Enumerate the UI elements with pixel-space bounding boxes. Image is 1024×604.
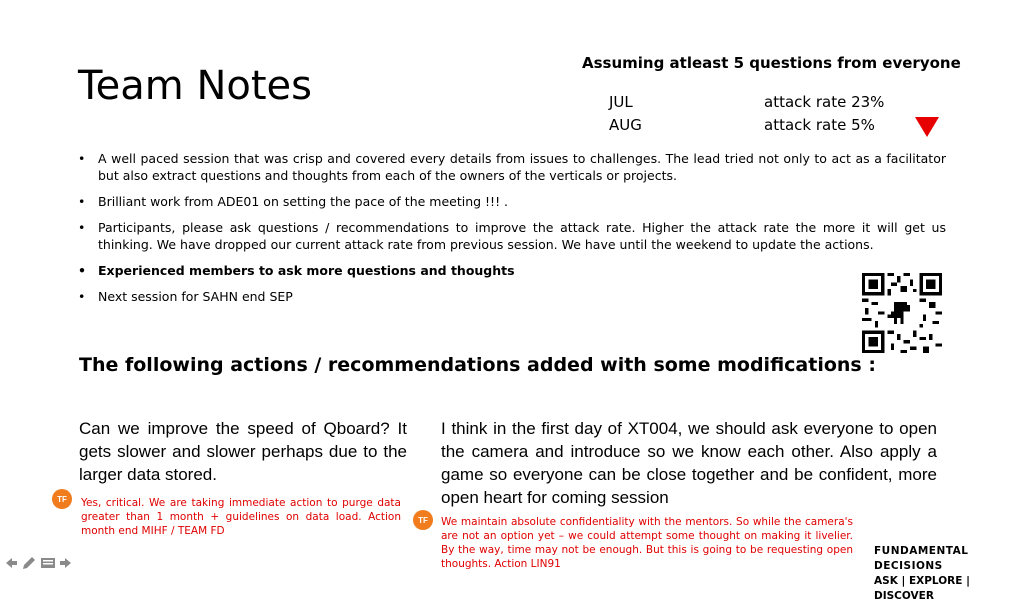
reply-comment: We maintain absolute confidentiality with the mentors. So while the camera's are not an option yet – we could attempt some thought on making it livelier. By the way, time may not be enough. But this is going to be requesting open thoughts. Action LIN91 <box>441 516 853 570</box>
comment-qboard-speed: Can we improve the speed of Qboard? It gets slower and slower perhaps due to the larger data stored. <box>79 419 407 484</box>
rate-value: attack rate 5% <box>764 116 875 134</box>
list-item: • Experienced members to ask more questions and thoughts <box>76 262 946 279</box>
brand-line-1: FUNDAMENTAL DECISIONS <box>874 545 969 572</box>
slide-title: Team Notes <box>78 63 312 109</box>
month-label: AUG <box>609 116 642 134</box>
list-item: • Next session for SAHN end SEP <box>76 288 946 305</box>
list-item: • A well paced session that was crisp and covered every details from issues to challenges. The lead tried not only to act as a facilitator but also extract questions and thoughts from each of the owners of the verticals or projects. <box>76 150 946 184</box>
pen-icon[interactable] <box>21 555 37 571</box>
avatar[interactable]: TF <box>413 510 433 530</box>
actions-heading: The following actions / recommendations added with some modifications : <box>79 354 876 376</box>
arrow-right-icon[interactable] <box>59 555 75 571</box>
list-item: • Brilliant work from ADE01 on setting the pace of the meeting !!! . <box>76 193 946 210</box>
qr-code-icon <box>862 273 942 353</box>
brand-footer <box>874 544 1024 604</box>
down-triangle-icon <box>915 117 939 137</box>
list-item: • Participants, please ask questions / recommendations to improve the attack rate. Higher the attack rate the more it will get us thinking. We have dropped our current attack rate from previous session. We have until the weekend to update the actions. <box>76 219 946 253</box>
reply-comment: Yes, critical. We are taking immediate action to purge data greater than 1 month + guidelines on data load. Action month end MIHF / TEAM FD <box>81 497 401 537</box>
menu-icon[interactable] <box>40 555 56 571</box>
brand-line-2: ASK | EXPLORE | DISCOVER <box>874 575 970 602</box>
month-label: JUL <box>609 93 633 111</box>
notes-list <box>76 150 946 314</box>
rate-value: attack rate 23% <box>764 93 885 111</box>
attack-rate-heading: Assuming atleast 5 questions from everyone <box>582 54 961 72</box>
slideshow-toolbar <box>2 555 75 571</box>
arrow-left-icon[interactable] <box>2 555 18 571</box>
comment-xt004-camera: I think in the first day of XT004, we should ask everyone to open the camera and introduce so we know each other. Also apply a game so everyone can be close together and be confident, more open heart for coming session <box>441 419 937 507</box>
avatar[interactable]: TF <box>52 489 72 509</box>
